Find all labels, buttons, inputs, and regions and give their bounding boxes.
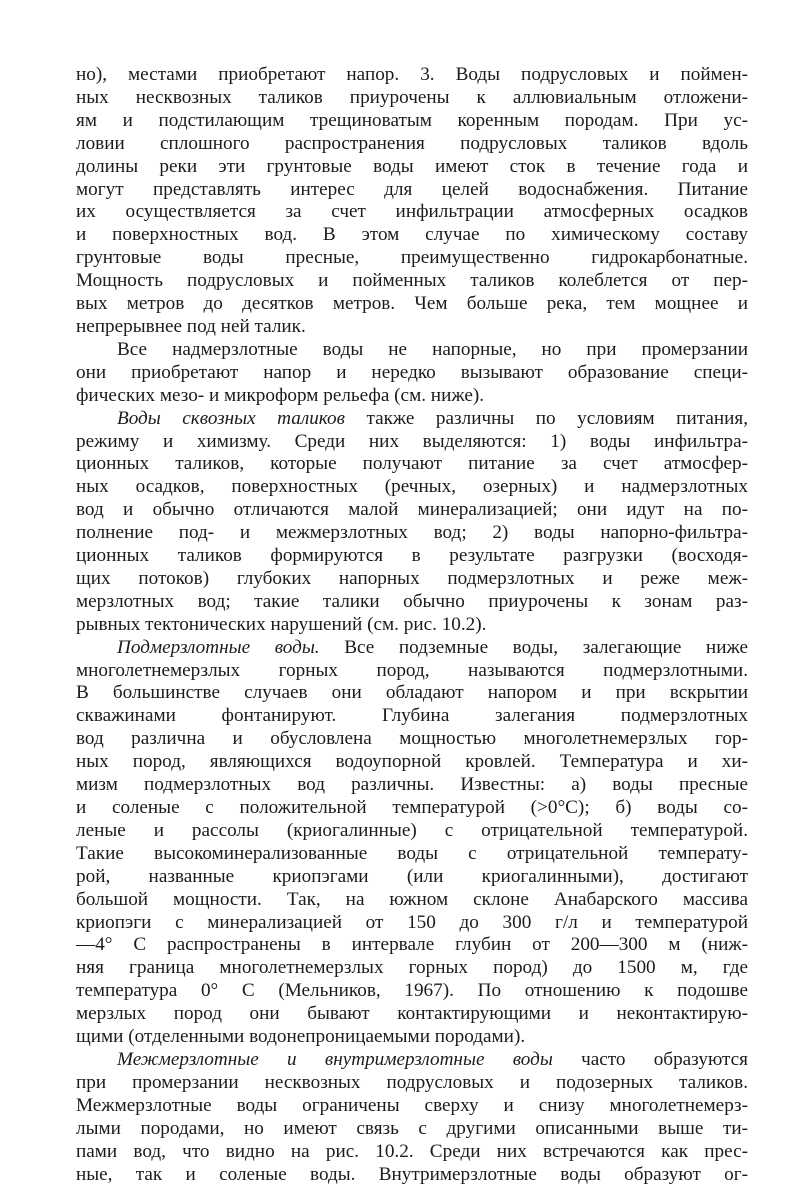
- text-line: мерзлотных вод; такие талики обычно приурочены к зонам раз-: [76, 590, 748, 612]
- text-line: мизм подмерзлотных вод различны. Известны: а) воды пресные: [76, 774, 748, 796]
- text-line: полнение под- и межмерзлотных вод; 2) воды напорно-фильтра-: [76, 522, 748, 544]
- text-line: режиму и химизму. Среди них выделяются: 1) воды инфильтра-: [76, 430, 748, 452]
- text-line: лыми породами, но имеют связь с другими описанными выше ти-: [76, 1117, 748, 1139]
- text-line: ям и подстилающим трещиноватым коренным породам. При ус-: [76, 109, 748, 131]
- paragraph-through-taliks: [76, 408, 748, 637]
- text-line: мерзлых пород они бывают контактирующими и неконтактирую-: [76, 1003, 748, 1025]
- paragraph-subchannel-taliks: [76, 64, 748, 339]
- text-line: большой мощности. Так, на южном склоне Анабарского массива: [76, 888, 748, 910]
- text-line: [76, 1049, 748, 1072]
- text-line: ционных таликов формируются в результате разгрузки (восходя-: [76, 545, 748, 567]
- text-line: но), местами приобретают напор. 3. Воды подрусловых и поймен-: [76, 64, 748, 85]
- text-line: [76, 637, 748, 660]
- text-line: В большинстве случаев они обладают напором и при вскрытии: [76, 682, 748, 704]
- text-line: рой, названные криопэгами (или криогалинными), достигают: [76, 865, 748, 887]
- text-line: Все надмерзлотные воды не напорные, но при промерзании: [117, 338, 748, 360]
- text-fragment: Все подземные воды, залегающие ниже: [319, 636, 748, 658]
- text-line: ных осадков, поверхностных (речных, озерных) и надмерзлотных: [76, 476, 748, 498]
- text-line: многолетнемерзлых горных пород, называются подмерзлотными.: [76, 659, 748, 681]
- text-line: они приобретают напор и нередко вызывают образование специ-: [76, 361, 748, 383]
- text-line: при промерзании несквозных подрусловых и подозерных таликов.: [76, 1071, 748, 1093]
- text-line: Такие высокоминерализованные воды с отрицательной температу-: [76, 842, 748, 864]
- paragraph-suprapermafrost-waters: [76, 339, 748, 408]
- text-line: криопэги с минерализацией от 150 до 300 г/л и температурой: [76, 911, 748, 933]
- paragraph-interpermafrost-waters: [76, 1049, 748, 1186]
- text-fragment: часто образуются: [552, 1048, 748, 1070]
- italic-heading: Межмерзлотные и внутримерзлотные воды: [117, 1048, 553, 1070]
- text-line: [76, 408, 748, 431]
- text-line: —4° С распространены в интервале глубин от 200—300 м (ниж-: [76, 934, 748, 956]
- text-line: щих потоков) глубоких напорных подмерзлотных и реже меж-: [76, 567, 748, 589]
- document-page: [76, 64, 748, 1186]
- text-line: и соленые с положительной температурой (>0°С); б) воды со-: [76, 797, 748, 818]
- italic-heading: Подмерзлотные воды.: [117, 636, 320, 658]
- text-line: долины реки эти грунтовые воды имеют сток в течение года и: [76, 155, 748, 177]
- text-line: их осуществляется за счет инфильтрации атмосферных осадков: [76, 201, 748, 223]
- text-line: вод и обычно отличаются малой минерализацией; они идут на по-: [76, 499, 748, 521]
- text-line: Межмерзлотные воды ограничены сверху и снизу многолетнемерз-: [76, 1094, 748, 1116]
- text-line: няя граница многолетнемерзлых горных пород) до 1500 м, где: [76, 957, 748, 979]
- text-line: щими (отделенными водонепроницаемыми породами).: [76, 1026, 526, 1048]
- text-line: ных пород, являющихся водоупорной кровлей. Температура и хи-: [76, 751, 748, 773]
- text-line: ных несквозных таликов приурочены к аллювиальным отложени-: [76, 86, 748, 108]
- text-line: ционных таликов, которые получают питание за счет атмосфер-: [76, 453, 748, 475]
- text-line: температура 0° С (Мельников, 1967). По отношению к подошве: [76, 980, 748, 1002]
- text-line: леные и рассолы (криогалинные) с отрицательной температурой.: [76, 819, 748, 841]
- italic-heading: Воды сквозных таликов: [117, 407, 345, 429]
- text-line: и поверхностных вод. В этом случае по химическому составу: [76, 224, 748, 246]
- text-line: фических мезо- и микроформ рельефа (см. ниже).: [76, 384, 485, 406]
- text-line: Мощность подрусловых и пойменных таликов колеблется от пер-: [76, 270, 748, 292]
- text-line: непрерывнее под ней талик.: [76, 315, 306, 337]
- text-line: грунтовые воды пресные, преимущественно гидрокарбонатные.: [76, 247, 748, 269]
- text-line: могут представлять интерес для целей водоснабжения. Питание: [76, 178, 748, 200]
- text-line: ные, так и соленые воды. Внутримерзлотные воды образуют ог-: [76, 1163, 748, 1185]
- text-line: вых метров до десятков метров. Чем больше река, тем мощнее и: [76, 293, 748, 315]
- text-fragment: также различны по условиям питания,: [344, 407, 749, 429]
- text-line: рывных тектонических нарушений (см. рис. 10.2).: [76, 613, 487, 635]
- text-line: пами вод, что видно на рис. 10.2. Среди них встречаются как прес-: [76, 1140, 748, 1162]
- text-line: вод различна и обусловлена мощностью многолетнемерзлых гор-: [76, 728, 748, 750]
- paragraph-subpermafrost-waters: [76, 637, 748, 1049]
- text-line: ловии сплошного распространения подрусловых таликов вдоль: [76, 132, 748, 154]
- text-line: скважинами фонтанируют. Глубина залегания подмерзлотных: [76, 705, 748, 727]
